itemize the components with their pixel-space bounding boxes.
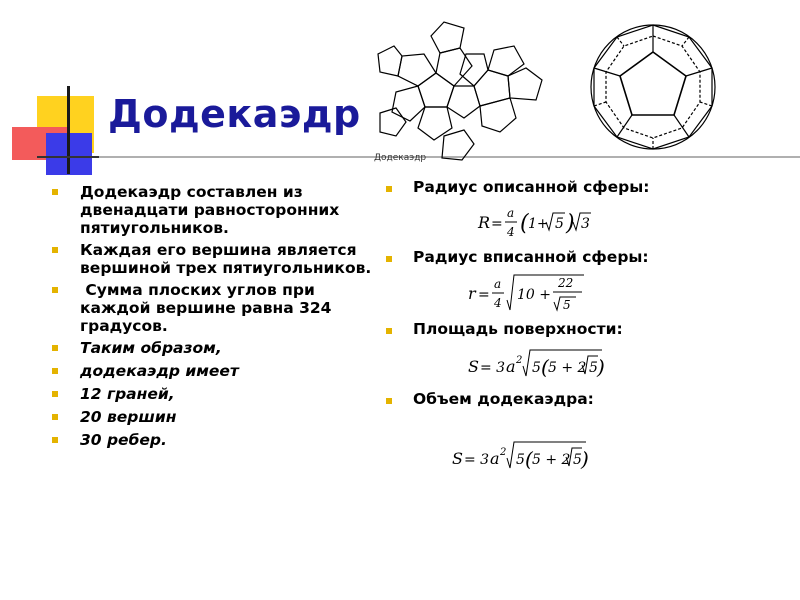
svg-text:a: a — [494, 277, 502, 291]
list-item: Таким образом, — [52, 339, 372, 357]
volume-formula — [450, 436, 590, 476]
dodecahedron-3d-image — [588, 22, 718, 152]
left-bullet-list — [52, 183, 372, 454]
svg-text:r: r — [468, 284, 476, 303]
slide-title: Додекаэдр — [108, 92, 361, 136]
bullet-icon — [52, 391, 58, 397]
svg-text:22: 22 — [558, 276, 574, 290]
svg-text:S: S — [452, 449, 463, 468]
bullet-icon — [52, 189, 58, 195]
list-item: Каждая его вершина является вершиной трех пятиугольников. — [52, 241, 372, 277]
list-item: 30 ребер. — [52, 431, 372, 449]
svg-text:): ) — [597, 355, 605, 379]
dodecahedron-net-image — [376, 18, 546, 166]
svg-text:(: ( — [541, 355, 549, 379]
deco-vertical-line — [67, 86, 70, 174]
bullet-icon — [386, 398, 392, 404]
svg-text:(: ( — [525, 447, 533, 471]
svg-text:(: ( — [520, 211, 529, 236]
list-item: Додекаэдр составлен из двенадцати равносторонних пятиугольников. — [52, 183, 372, 237]
svg-text:R: R — [478, 213, 491, 232]
svg-text:5 + 2: 5 + 2 — [532, 452, 571, 468]
svg-text:= 3: = 3 — [480, 360, 506, 376]
surface-area-formula — [466, 344, 606, 384]
svg-text:10 +: 10 + — [517, 287, 551, 303]
svg-text:S: S — [468, 357, 479, 376]
svg-text:3: 3 — [581, 216, 590, 232]
svg-text:5 + 2: 5 + 2 — [548, 360, 587, 376]
bullet-icon — [386, 256, 392, 262]
svg-text:2: 2 — [516, 355, 523, 366]
svg-text:5: 5 — [589, 360, 598, 376]
bullet-icon — [52, 247, 58, 253]
svg-text:a: a — [507, 206, 515, 220]
svg-text:= 3: = 3 — [464, 452, 490, 468]
list-item: Сумма плоских углов при каждой вершине равна 324 градусов. — [52, 281, 372, 335]
circumradius-label: Радиус описанной сферы: — [413, 178, 650, 196]
bullet-icon — [386, 328, 392, 334]
bullet-icon — [52, 287, 58, 293]
inradius-label: Радиус вписанной сферы: — [413, 248, 649, 266]
svg-text:5: 5 — [532, 360, 541, 376]
inradius-formula — [466, 270, 596, 320]
svg-text:5: 5 — [555, 216, 564, 232]
svg-text:5: 5 — [563, 298, 571, 312]
list-item: 12 граней, — [52, 385, 372, 403]
svg-text:5: 5 — [516, 452, 525, 468]
surface-area-label: Площадь поверхности: — [413, 320, 623, 338]
svg-text:=: = — [478, 287, 490, 303]
svg-text:4: 4 — [494, 296, 502, 310]
bullet-icon — [52, 437, 58, 443]
bullet-icon — [52, 368, 58, 374]
bullet-icon — [52, 414, 58, 420]
image-caption: Додекаэдр — [374, 153, 427, 163]
volume-label: Объем додекаэдра: — [413, 390, 594, 408]
svg-text:): ) — [581, 447, 589, 471]
svg-text:a: a — [490, 449, 500, 468]
list-item: додекаэдр имеет — [52, 362, 372, 380]
circumradius-formula — [474, 200, 594, 246]
svg-text:1+: 1+ — [528, 216, 549, 232]
svg-text:a: a — [506, 357, 516, 376]
svg-text:2: 2 — [500, 447, 507, 458]
svg-text:5: 5 — [573, 452, 582, 468]
svg-text:): ) — [566, 211, 575, 236]
title-divider-accent — [37, 156, 99, 158]
svg-text:=: = — [491, 216, 503, 232]
list-item: 20 вершин — [52, 408, 372, 426]
bullet-icon — [52, 345, 58, 351]
bullet-icon — [386, 186, 392, 192]
svg-text:4: 4 — [507, 225, 515, 239]
